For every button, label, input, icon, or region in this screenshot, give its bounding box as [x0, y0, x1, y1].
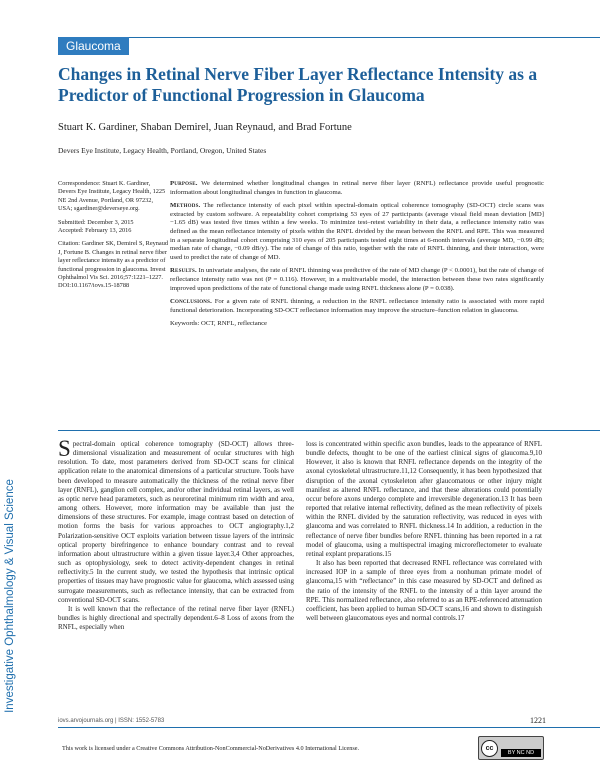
license-text: This work is licensed under a Creative Commons Attribution-NonCommercial-NoDerivatives 4.0 International License. — [62, 745, 360, 752]
top-rule — [58, 37, 600, 38]
article-title: Changes in Retinal Nerve Fiber Layer Reflectance Intensity as a Predictor of Functional Progression in Glaucoma — [58, 64, 538, 105]
body-right-paragraph-1: loss is concentrated within specific axon bundles, leads to the appearance of RNFL bundle defects, thought to be one of the earliest clinical signs of glaucoma.9,10 However, it also is known that RNFL reflectance depends on the integrity of the axonal cytoskeletal ultrastructure.11,12 Consequently, it has been hypothesized that disruption of the axonal cytoskeleton after glaucomatous or other injury might manifest as altered RNFL reflectance, and that these alterations could potentially occur before axons undergo complete and irreversible degeneration.13 It has been reported that relative internal reflectivity, defined as the mean reflectivity of pixels within the RNFL divided by the saturation reflectivity, was reduced in eyes with glaucoma and was correlated to RNFL thickness.14 In addition, a reduction in the reflectance of nerve fiber bundles before RNFL thinning has been reported in a rat model of glaucoma, using a multispectral imaging microreflectometer to evaluate retinal explant preparations.15 — [306, 440, 542, 558]
abstract — [170, 180, 544, 329]
article-affiliation: Devers Eye Institute, Legacy Health, Portland, Oregon, United States — [58, 146, 267, 155]
abstract-rule — [58, 430, 600, 431]
article-authors: Stuart K. Gardiner, Shaban Demirel, Juan Reynaud, and Brad Fortune — [58, 122, 352, 133]
page-number: 1221 — [530, 716, 546, 725]
body-left-paragraph-2: It is well known that the reflectance of the retinal nerve fiber layer (RNFL) bundles is highly directional and spectrally dependent.6–8 Loss of axons from the RNFL, especially when — [58, 604, 294, 632]
dropcap: S — [58, 436, 71, 461]
purpose-heading: Purpose. — [170, 180, 198, 187]
results-heading: Results. — [170, 267, 197, 275]
methods-text: The reflectance intensity of each pixel within spectral-domain optical coherence tomography (SD-OCT) circle scans was extracted by custom software. A repeatability cohort comprising 53 eyes of 27 participants (average visual field mean deviation [MD] −1.65 dB) was tested five times within a few weeks. To minimize test–retest variability in their data, a reflectance intensity ratio was defined as the mean reflectance intensity of pixels within the RNFL divided by the mean between the RNFL and RPE. This was measured in a separate longitudinal cohort comprising 310 eyes of 205 participants tested eight times at 6-month intervals (average MD, −0.99 dB; median rate of change, −0.09 dB/y). The rate of change of this ratio, together with the rate of RNFL thinning, and their interaction, were used to predict the rate of change of MD. — [170, 202, 544, 261]
body-left-paragraph-1: pectral-domain optical coherence tomography (SD-OCT) allows three-dimensional visualization and measurement of ocular structures with high resolution. To date, most parameters derived from SD-OCT scans for clinical application relate to the anatomical dimensions of a particular structure. Tools have been developed to measure automatically the thickness of the retinal nerve fiber layer (RNFL), ganglion cell complex, and/or other individual retinal layers, as well as optic nerve head parameters, such as neuroretinal minimum rim width and area, among others. However, more information may be available than just the dimensions of these structures. For example, image contrast based on detection of motion forms the basis for various approaches to OCT angiography.1,2 Polarization-sensitive OCT exploits variation between tissue layers of the intrinsic optical property birefringence to enhance boundary contrast and to reveal information about ultrastructure within a given tissue layer.3,4 Other approaches, such as optophysiology, seek to detect activity-dependent changes in retinal reflectivity.5 In the current study, we tested the hypothesis that intrinsic optical properties of tissues may have prognostic value for glaucoma, which assessed using surrogate measurements, such as reflectance intensity, that can be extracted from conventional SD-OCT scans. — [58, 440, 294, 604]
keywords: Keywords: OCT, RNFL, reflectance — [170, 320, 268, 328]
cc-circle-icon: cc — [481, 740, 498, 757]
body-right-column — [306, 440, 542, 623]
purpose-text: We determined whether longitudinal changes in retinal nerve fiber layer (RNFL) reflectance provide useful prognostic information about longitudinal changes in function in glaucoma. — [170, 180, 544, 196]
footer-rule — [58, 727, 600, 728]
submitted-date: Submitted: December 3, 2015 — [58, 218, 134, 226]
body-left-column — [58, 436, 294, 632]
journal-side-title: Investigative Ophthalmology & Visual Science — [4, 479, 16, 713]
body-right-paragraph-2: It also has been reported that decreased RNFL reflectance was correlated with increased IOP in a sample of three eyes from a nonhuman primate model of glaucoma,15 with “reflectance” in this case measured by SD-OCT and defined as the ratio of the intensity of the RNFL to the intensity of a thin layer around the RPE. This normalized reflectance, also referred to as an RPE-referenced attenuation coefficient, has been applied to human SD-OCT scans,16 and shown to distinguish well between glaucomatous eyes and normal controls.17 — [306, 559, 542, 622]
correspondence: Correspondence: Stuart K. Gardiner, Devers Eye Institute, Legacy Health, 1225 NE 2nd Avenue, Portland, OR 97232, USA; sgardiner@deverseye.org. — [58, 180, 166, 213]
footer-issn: iovs.arvojournals.org | ISSN: 1552-5783 — [58, 718, 165, 724]
creative-commons-by-nc-nd-icon[interactable] — [478, 736, 544, 760]
section-tag: Glaucoma — [58, 37, 129, 55]
cc-terms-label: BY NC ND — [501, 749, 541, 757]
methods-heading: Methods. — [170, 202, 201, 210]
article-sidebar — [58, 180, 168, 296]
accepted-date: Accepted: February 13, 2016 — [58, 227, 132, 235]
results-text: In univariate analyses, the rate of RNFL thinning was predictive of the rate of MD change (P < 0.0001), but the rate of change of reflectance intensity ratio was not (P = 0.116). However, in a multivariable model, the interaction between these two rates significantly improved upon predictions of the rate of functional change made using RNFL thickness alone (P = 0.038). — [170, 267, 544, 292]
citation: Citation: Gardiner SK, Demirel S, Reynaud J, Fortune B. Changes in retinal nerve fiber layer reflectance intensity as a predictor of functional progression in glaucoma. Invest Ophthalmol Vis Sci. 2016;57:1221–1227. DOI:10.1167/iovs.15-18788 — [58, 240, 169, 290]
conclusions-heading: Conclusions. — [170, 298, 212, 306]
conclusions-text: For a given rate of RNFL thinning, a reduction in the RNFL reflectance intensity ratio is associated with more rapid functional deterioration. Incorporating SD-OCT reflectance information may improve the structure–function relation in glaucoma. — [170, 298, 545, 314]
